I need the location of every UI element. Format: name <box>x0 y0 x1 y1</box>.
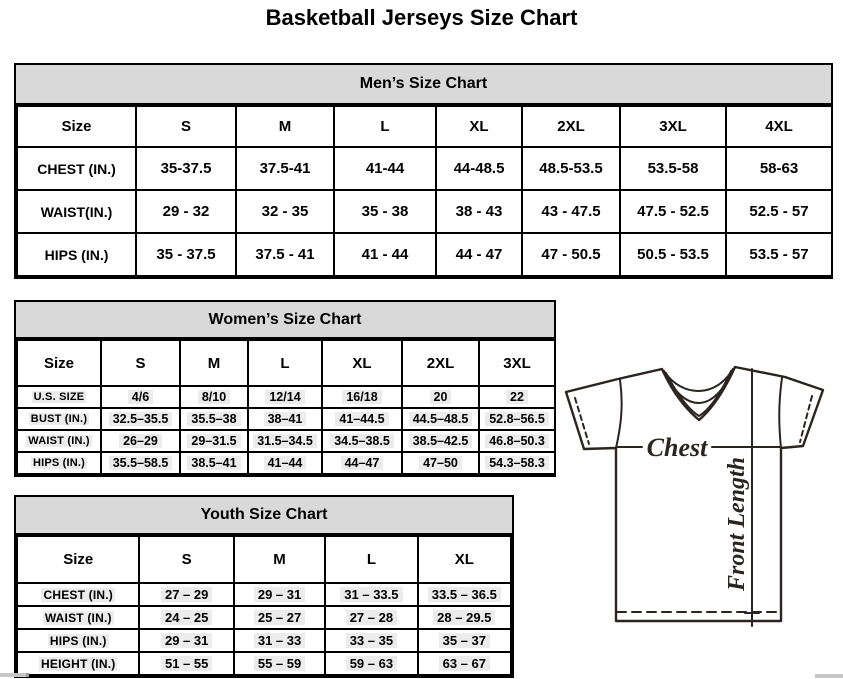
size-value-cell: 33 – 35 <box>325 629 417 652</box>
size-value-cell: 32.5–35.5 <box>101 408 180 430</box>
row-label: CHEST (IN.) <box>17 583 139 606</box>
youth-size-chart-table <box>14 495 514 678</box>
jersey-measurement-diagram <box>560 356 840 674</box>
column-header-l: L <box>334 106 436 147</box>
measurement-row <box>17 408 555 430</box>
row-label: WAIST (IN.) <box>17 430 101 452</box>
size-value-cell: 27 – 28 <box>325 606 417 629</box>
size-value-cell: 29 – 31 <box>234 583 325 606</box>
column-header-size: Size <box>17 106 136 147</box>
size-value-cell: 4/6 <box>101 386 180 408</box>
size-value-cell: 34.5–38.5 <box>322 430 402 452</box>
measurement-row <box>17 147 832 190</box>
size-value-cell: 35 - 38 <box>334 190 436 233</box>
column-header-m: M <box>234 536 325 583</box>
size-value-cell: 41 - 44 <box>334 233 436 276</box>
measurement-row <box>17 452 555 474</box>
size-value-cell: 37.5 - 41 <box>236 233 334 276</box>
size-value-cell: 25 – 27 <box>234 606 325 629</box>
size-value-cell: 44-48.5 <box>436 147 522 190</box>
size-value-cell: 44–47 <box>322 452 402 474</box>
size-value-cell: 38–41 <box>248 408 322 430</box>
size-value-cell: 55 – 59 <box>234 652 325 675</box>
column-header-s: S <box>139 536 233 583</box>
column-header-s: S <box>136 106 236 147</box>
size-value-cell: 31.5–34.5 <box>248 430 322 452</box>
row-label: WAIST(IN.) <box>17 190 136 233</box>
size-value-cell: 35.5–38 <box>180 408 248 430</box>
size-value-cell: 63 – 67 <box>418 652 511 675</box>
row-label: HEIGHT (IN.) <box>17 652 139 675</box>
jersey-outline-shape <box>566 367 823 621</box>
row-label: U.S. SIZE <box>17 386 101 408</box>
size-value-cell: 16/18 <box>322 386 402 408</box>
column-header-2xl: 2XL <box>402 340 479 386</box>
row-label: HIPS (IN.) <box>17 452 101 474</box>
size-value-cell: 31 – 33.5 <box>325 583 417 606</box>
measurement-row <box>17 386 555 408</box>
column-header-xl: XL <box>322 340 402 386</box>
size-value-cell: 31 – 33 <box>234 629 325 652</box>
size-value-cell: 28 – 29.5 <box>418 606 511 629</box>
row-label: HIPS (IN.) <box>17 233 136 276</box>
size-value-cell: 47–50 <box>402 452 479 474</box>
size-value-cell: 29 – 31 <box>139 629 233 652</box>
column-header-3xl: 3XL <box>479 340 555 386</box>
column-header-xl: XL <box>436 106 522 147</box>
column-header-4xl: 4XL <box>726 106 832 147</box>
size-value-cell: 27 – 29 <box>139 583 233 606</box>
youth-chart-header: Youth Size Chart <box>16 497 512 535</box>
size-value-cell: 38 - 43 <box>436 190 522 233</box>
column-header-row <box>17 106 832 147</box>
size-value-cell: 41-44 <box>334 147 436 190</box>
size-value-cell: 32 - 35 <box>236 190 334 233</box>
mens-chart-header: Men’s Size Chart <box>16 65 831 105</box>
size-value-cell: 35 - 37.5 <box>136 233 236 276</box>
size-value-cell: 43 - 47.5 <box>522 190 620 233</box>
size-value-cell: 35 – 37 <box>418 629 511 652</box>
size-value-cell: 51 – 55 <box>139 652 233 675</box>
size-value-cell: 8/10 <box>180 386 248 408</box>
size-value-cell: 46.8–50.3 <box>479 430 555 452</box>
column-header-row <box>17 536 511 583</box>
page-title: Basketball Jerseys Size Chart <box>265 5 578 30</box>
measurement-row <box>17 233 832 276</box>
size-value-cell: 47.5 - 52.5 <box>620 190 726 233</box>
measurement-row <box>17 606 511 629</box>
measurement-row <box>17 652 511 675</box>
column-header-2xl: 2XL <box>522 106 620 147</box>
size-value-cell: 35.5–58.5 <box>101 452 180 474</box>
womens-size-chart-table <box>14 300 556 477</box>
horizontal-scrollbar-fragment-right[interactable] <box>815 674 843 678</box>
size-value-cell: 26–29 <box>101 430 180 452</box>
measurement-row <box>17 430 555 452</box>
size-value-cell: 12/14 <box>248 386 322 408</box>
size-value-cell: 33.5 – 36.5 <box>418 583 511 606</box>
column-header-row <box>17 340 555 386</box>
size-value-cell: 44.5–48.5 <box>402 408 479 430</box>
column-header-m: M <box>180 340 248 386</box>
column-header-size: Size <box>17 340 101 386</box>
size-value-cell: 41–44 <box>248 452 322 474</box>
row-label: HIPS (IN.) <box>17 629 139 652</box>
size-value-cell: 58-63 <box>726 147 832 190</box>
row-label: WAIST (IN.) <box>17 606 139 629</box>
size-value-cell: 54.3–58.3 <box>479 452 555 474</box>
size-value-cell: 29 - 32 <box>136 190 236 233</box>
size-value-cell: 52.8–56.5 <box>479 408 555 430</box>
size-value-cell: 47 - 50.5 <box>522 233 620 276</box>
measurement-row <box>17 629 511 652</box>
chest-label: Chest <box>646 433 708 462</box>
horizontal-scrollbar-fragment-left[interactable] <box>0 673 29 677</box>
size-value-cell: 48.5-53.5 <box>522 147 620 190</box>
front-length-label: Front Length <box>724 456 750 592</box>
size-value-cell: 53.5-58 <box>620 147 726 190</box>
column-header-xl: XL <box>418 536 511 583</box>
size-value-cell: 20 <box>402 386 479 408</box>
size-value-cell: 59 – 63 <box>325 652 417 675</box>
column-header-size: Size <box>17 536 139 583</box>
size-value-cell: 50.5 - 53.5 <box>620 233 726 276</box>
size-value-cell: 38.5–41 <box>180 452 248 474</box>
size-value-cell: 38.5–42.5 <box>402 430 479 452</box>
size-value-cell: 29–31.5 <box>180 430 248 452</box>
size-value-cell: 44 - 47 <box>436 233 522 276</box>
size-value-cell: 22 <box>479 386 555 408</box>
size-value-cell: 52.5 - 57 <box>726 190 832 233</box>
size-value-cell: 53.5 - 57 <box>726 233 832 276</box>
size-value-cell: 35-37.5 <box>136 147 236 190</box>
row-label: CHEST (IN.) <box>17 147 136 190</box>
mens-size-chart-table <box>14 63 833 279</box>
row-label: BUST (IN.) <box>17 408 101 430</box>
column-header-l: L <box>325 536 417 583</box>
column-header-m: M <box>236 106 334 147</box>
size-value-cell: 37.5-41 <box>236 147 334 190</box>
column-header-3xl: 3XL <box>620 106 726 147</box>
column-header-s: S <box>101 340 180 386</box>
measurement-row <box>17 583 511 606</box>
size-value-cell: 24 – 25 <box>139 606 233 629</box>
womens-chart-header: Women’s Size Chart <box>16 302 554 339</box>
measurement-row <box>17 190 832 233</box>
column-header-l: L <box>248 340 322 386</box>
size-value-cell: 41–44.5 <box>322 408 402 430</box>
